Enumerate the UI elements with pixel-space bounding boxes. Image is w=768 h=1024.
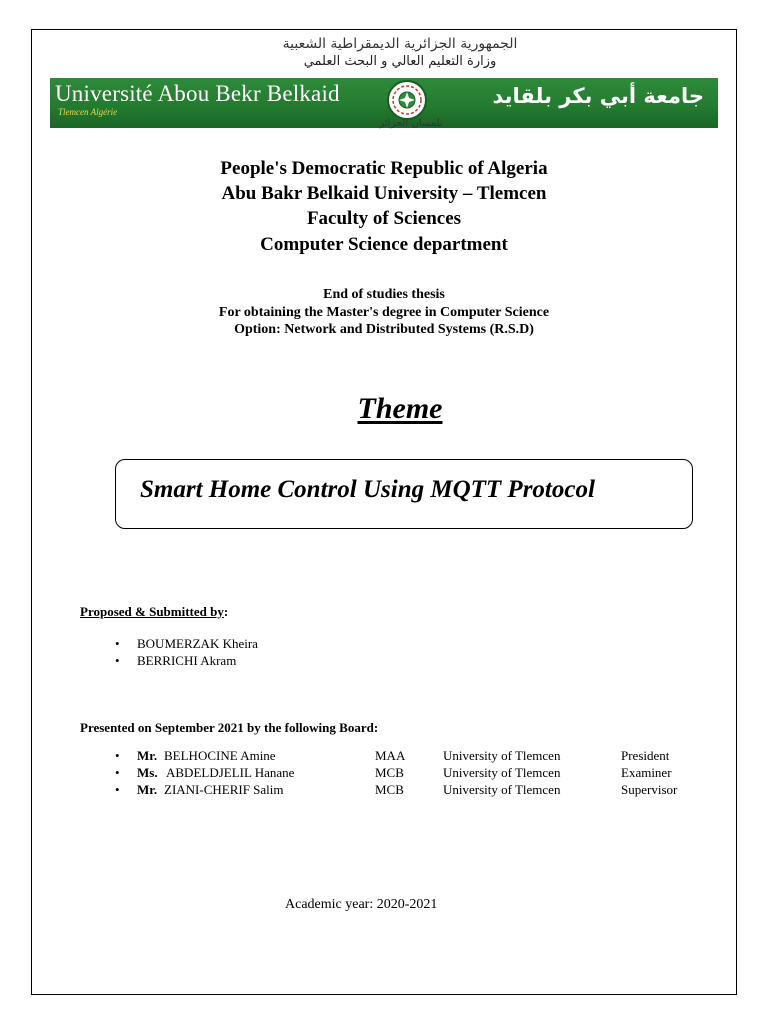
list-item: • BERRICHI Akram [115,653,237,668]
submitted-by-colon: : [223,604,229,619]
banner-university-name: Université Abou Bekr Belkaid [55,81,340,106]
republic-heading: People's Democratic Republic of Algeria [220,158,548,179]
banner-arabic-name: جامعة أبي بكر بلقايد [492,84,704,108]
member-grade: MCB [375,765,404,780]
arabic-republic-line: الجمهورية الجزائرية الديمقراطية الشعبية [282,36,518,52]
member-name: BELHOCINE Amine [164,748,276,763]
member-title: Ms. [137,765,158,780]
member-institution: University of Tlemcen [443,765,561,780]
member-grade: MAA [375,748,406,763]
academic-year: Academic year: 2020-2021 [285,897,438,912]
faculty-heading: Faculty of Sciences [306,208,462,229]
university-heading: Abu Bakr Belkaid University – Tlemcen [221,183,547,204]
member-name: ABDELDJELIL Hanane [166,765,295,780]
thesis-type: End of studies thesis [323,287,445,302]
theme-label: Theme [357,392,443,425]
member-institution: University of Tlemcen [443,782,561,797]
degree-line: For obtaining the Master's degree in Computer Science [218,305,550,320]
member-institution: University of Tlemcen [443,748,561,763]
student-name: BERRICHI Akram [137,653,237,668]
student-list [115,635,258,669]
member-title: Mr. [137,748,158,763]
banner-location: Tlemcen Algérie [58,107,118,117]
member-role: Examiner [621,765,672,780]
option-line: Option: Network and Distributed Systems (R.S.D) [234,322,534,337]
arabic-city-label: تلمسان الجزائر [379,118,443,129]
board-heading: Presented on September 2021 by the following Board: [80,720,379,735]
member-role: Supervisor [621,782,678,797]
member-role: President [621,748,670,763]
submitted-by-heading [80,604,228,620]
member-name: ZIANI-CHERIF Salim [164,782,284,797]
member-title: Mr. [137,782,158,797]
student-name: BOUMERZAK Kheira [137,636,258,651]
submitted-by-label: Proposed & Submitted by [80,604,224,619]
department-heading: Computer Science department [260,234,508,255]
thesis-title: Smart Home Control Using MQTT Protocol [140,476,595,503]
arabic-ministry-line: وزارة التعليم العالي و البحث العلمي [303,54,497,69]
thesis-title-box [115,459,693,529]
member-grade: MCB [375,782,404,797]
list-item: • BOUMERZAK Kheira [115,636,258,651]
